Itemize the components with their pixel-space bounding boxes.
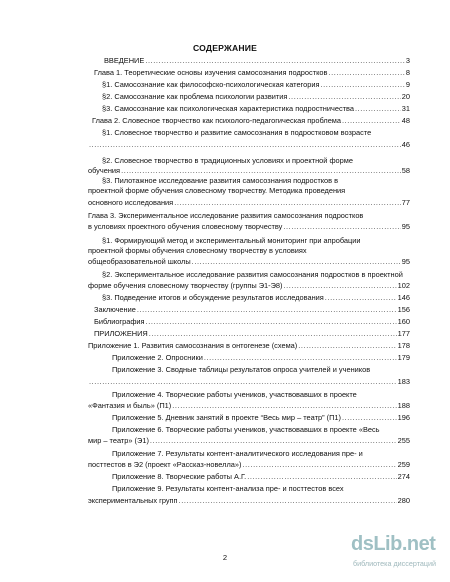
toc-entry <box>88 222 410 232</box>
toc-entry-text: проектной формы обучения словесному творчеству в условиях <box>88 246 307 255</box>
toc-entry-page: 259 <box>397 460 410 469</box>
toc-entry <box>112 425 410 435</box>
toc-entry-page: 102 <box>397 281 410 290</box>
toc-title: СОДЕРЖАНИЕ <box>192 43 258 53</box>
toc-entry <box>88 496 410 506</box>
toc-entry-page: 58 <box>401 166 410 175</box>
toc-entry-text: §2. Экспериментальное исследование развития самосознания подростков в проектной <box>102 270 403 279</box>
toc-entry-page: 177 <box>397 329 410 338</box>
toc-entry-page: 77 <box>401 198 410 207</box>
toc-entry-text: мир – театр» (Э1) <box>88 436 149 445</box>
toc-entry-text: в условиях проектного обучения словесному творчеству <box>88 222 283 231</box>
toc-entry-page: 95 <box>401 222 410 231</box>
toc-entry <box>102 236 410 246</box>
toc-entry-text: «Фантазия и быль» (П1) <box>88 401 172 410</box>
toc-entry <box>112 353 410 363</box>
toc-entry <box>102 80 410 90</box>
toc-entry-page: 20 <box>401 92 410 101</box>
toc-entry <box>112 449 410 459</box>
toc-entry-page: 48 <box>401 116 410 125</box>
toc-entry <box>88 211 410 221</box>
toc-entry-text: §2. Словесное творчество в традиционных условиях и проектной форме <box>102 156 353 165</box>
toc-entry-page: 196 <box>397 413 410 422</box>
toc-entry-page: 9 <box>405 80 410 89</box>
toc-entry <box>112 484 410 494</box>
toc-entry-page: 31 <box>401 104 410 113</box>
toc-entry-page: 156 <box>397 305 410 314</box>
page-number: 2 <box>222 553 228 562</box>
toc-entry <box>88 166 410 176</box>
watermark-logo-text: dsLib.net <box>351 533 436 555</box>
toc-entry <box>94 68 410 78</box>
toc-entry <box>102 176 410 186</box>
toc-entry <box>102 293 410 303</box>
toc-entry-page: 46 <box>401 140 410 149</box>
toc-entry-text: §3. Подведение итогов и обсуждение результатов исследования <box>102 293 324 302</box>
toc-entry <box>92 116 410 126</box>
toc-entry-page: 280 <box>397 496 410 505</box>
toc-entry-text: обучения <box>88 166 121 175</box>
toc-entry <box>88 198 410 208</box>
toc-entry-page: 188 <box>397 401 410 410</box>
toc-entry-page: 178 <box>397 341 410 350</box>
toc-entry-text: ВВЕДЕНИЕ <box>104 56 145 65</box>
toc-entry-text: §3. Пилотажное исследование развития самосознания подростков в <box>102 176 339 185</box>
toc-entry-text: Глава 3. Экспериментальное исследование развития самосознания подростков <box>88 211 364 220</box>
toc-entry <box>88 377 410 387</box>
toc-entry-text: Приложение 4. Творческие работы учеников, участвовавших в проекте <box>112 390 357 399</box>
toc-entry-text: Приложение 9. Результаты контент-анализа пре- и посттестов всех <box>112 484 344 493</box>
toc-entry-text: §2. Самосознание как проблема психологии развития <box>102 92 288 101</box>
toc-entry <box>94 305 410 315</box>
toc-entry-text: Приложение 5. Дневник занятий в проекте “Весь мир – театр” (П1) <box>112 413 341 422</box>
toc-entry-text: §1. Формирующий метод и экспериментальный мониторинг при апробации <box>102 236 361 245</box>
toc-entry-page: 255 <box>397 436 410 445</box>
toc-entry-text: Приложение 8. Творческие работы А.Г. <box>112 472 247 481</box>
toc-entry-page: 3 <box>405 56 410 65</box>
watermark-subtitle: библиотека диссертаций <box>353 559 437 568</box>
toc-entry-text: посттестов в Э2 (проект «Рассказ-новелла») <box>88 460 242 469</box>
toc-entry-text: §1. Словесное творчество и развитие самосознания в подростковом возрасте <box>102 128 372 137</box>
toc-entry <box>112 472 410 482</box>
toc-entry-page: 183 <box>397 377 410 386</box>
toc-entry-text: форме обучения словесному творчеству (группы Э1-Э8) <box>88 281 283 290</box>
toc-entry <box>112 390 410 400</box>
toc-entry <box>88 436 410 446</box>
toc-entry-text: общеобразовательной школы <box>88 257 191 266</box>
toc-entry-text: Глава 1. Теоретические основы изучения самосознания подростков <box>94 68 328 77</box>
toc-entry-page: 95 <box>401 257 410 266</box>
watermark-logo <box>351 533 446 573</box>
toc-entry-text: ПРИЛОЖЕНИЯ <box>94 329 148 338</box>
toc-entry <box>102 104 410 114</box>
toc-entry <box>112 413 410 423</box>
toc-entry <box>94 329 410 339</box>
toc-entry <box>104 56 410 66</box>
toc-entry-text: основного исследования <box>88 198 174 207</box>
toc-entry-text: §1. Самосознание как философско-психологическая категория <box>102 80 320 89</box>
toc-entry-text: Приложение 7. Результаты контент-аналитического исследования пре- и <box>112 449 363 458</box>
toc-entry <box>112 365 410 375</box>
toc-entry <box>88 341 410 351</box>
toc-entry-text: Приложение 6. Творческие работы учеников, участвовавших в проекте «Весь <box>112 425 380 434</box>
toc-entry <box>88 246 410 256</box>
toc-entry <box>88 186 410 196</box>
toc-entry-page: 160 <box>397 317 410 326</box>
toc-entry-page: 274 <box>397 472 410 481</box>
toc-entry-text: проектной форме обучения словесному творчеству. Методика проведения <box>88 186 346 195</box>
toc-entry-text: Глава 2. Словесное творчество как психолого-педагогическая проблема <box>92 116 341 125</box>
toc-entry <box>88 460 410 470</box>
toc-entry <box>102 156 410 166</box>
toc-entry <box>102 92 410 102</box>
toc-entry <box>88 281 410 291</box>
toc-entry <box>102 270 410 280</box>
toc-entry-text: Библиография <box>94 317 145 326</box>
toc-entry-page: 146 <box>397 293 410 302</box>
toc-entry <box>102 128 410 138</box>
toc-entry-page: 8 <box>405 68 410 77</box>
toc-entry-page: 179 <box>397 353 410 362</box>
toc-entry-text: §3. Самосознание как психологическая характеристика подростничества <box>102 104 354 113</box>
toc-entry <box>94 317 410 327</box>
toc-entry-text: Приложение 2. Опросники <box>112 353 203 362</box>
toc-entry-text: Заключение <box>94 305 136 314</box>
toc-entry-text: Приложение 3. Сводные таблицы результатов опроса учителей и учеников <box>112 365 371 374</box>
toc-entry <box>88 140 410 150</box>
toc-entry <box>88 257 410 267</box>
toc-entry-text: Приложение 1. Развития самосознания в онтогенезе (схема) <box>88 341 298 350</box>
toc-entry <box>88 401 410 411</box>
toc-entry-text: экспериментальных групп <box>88 496 178 505</box>
